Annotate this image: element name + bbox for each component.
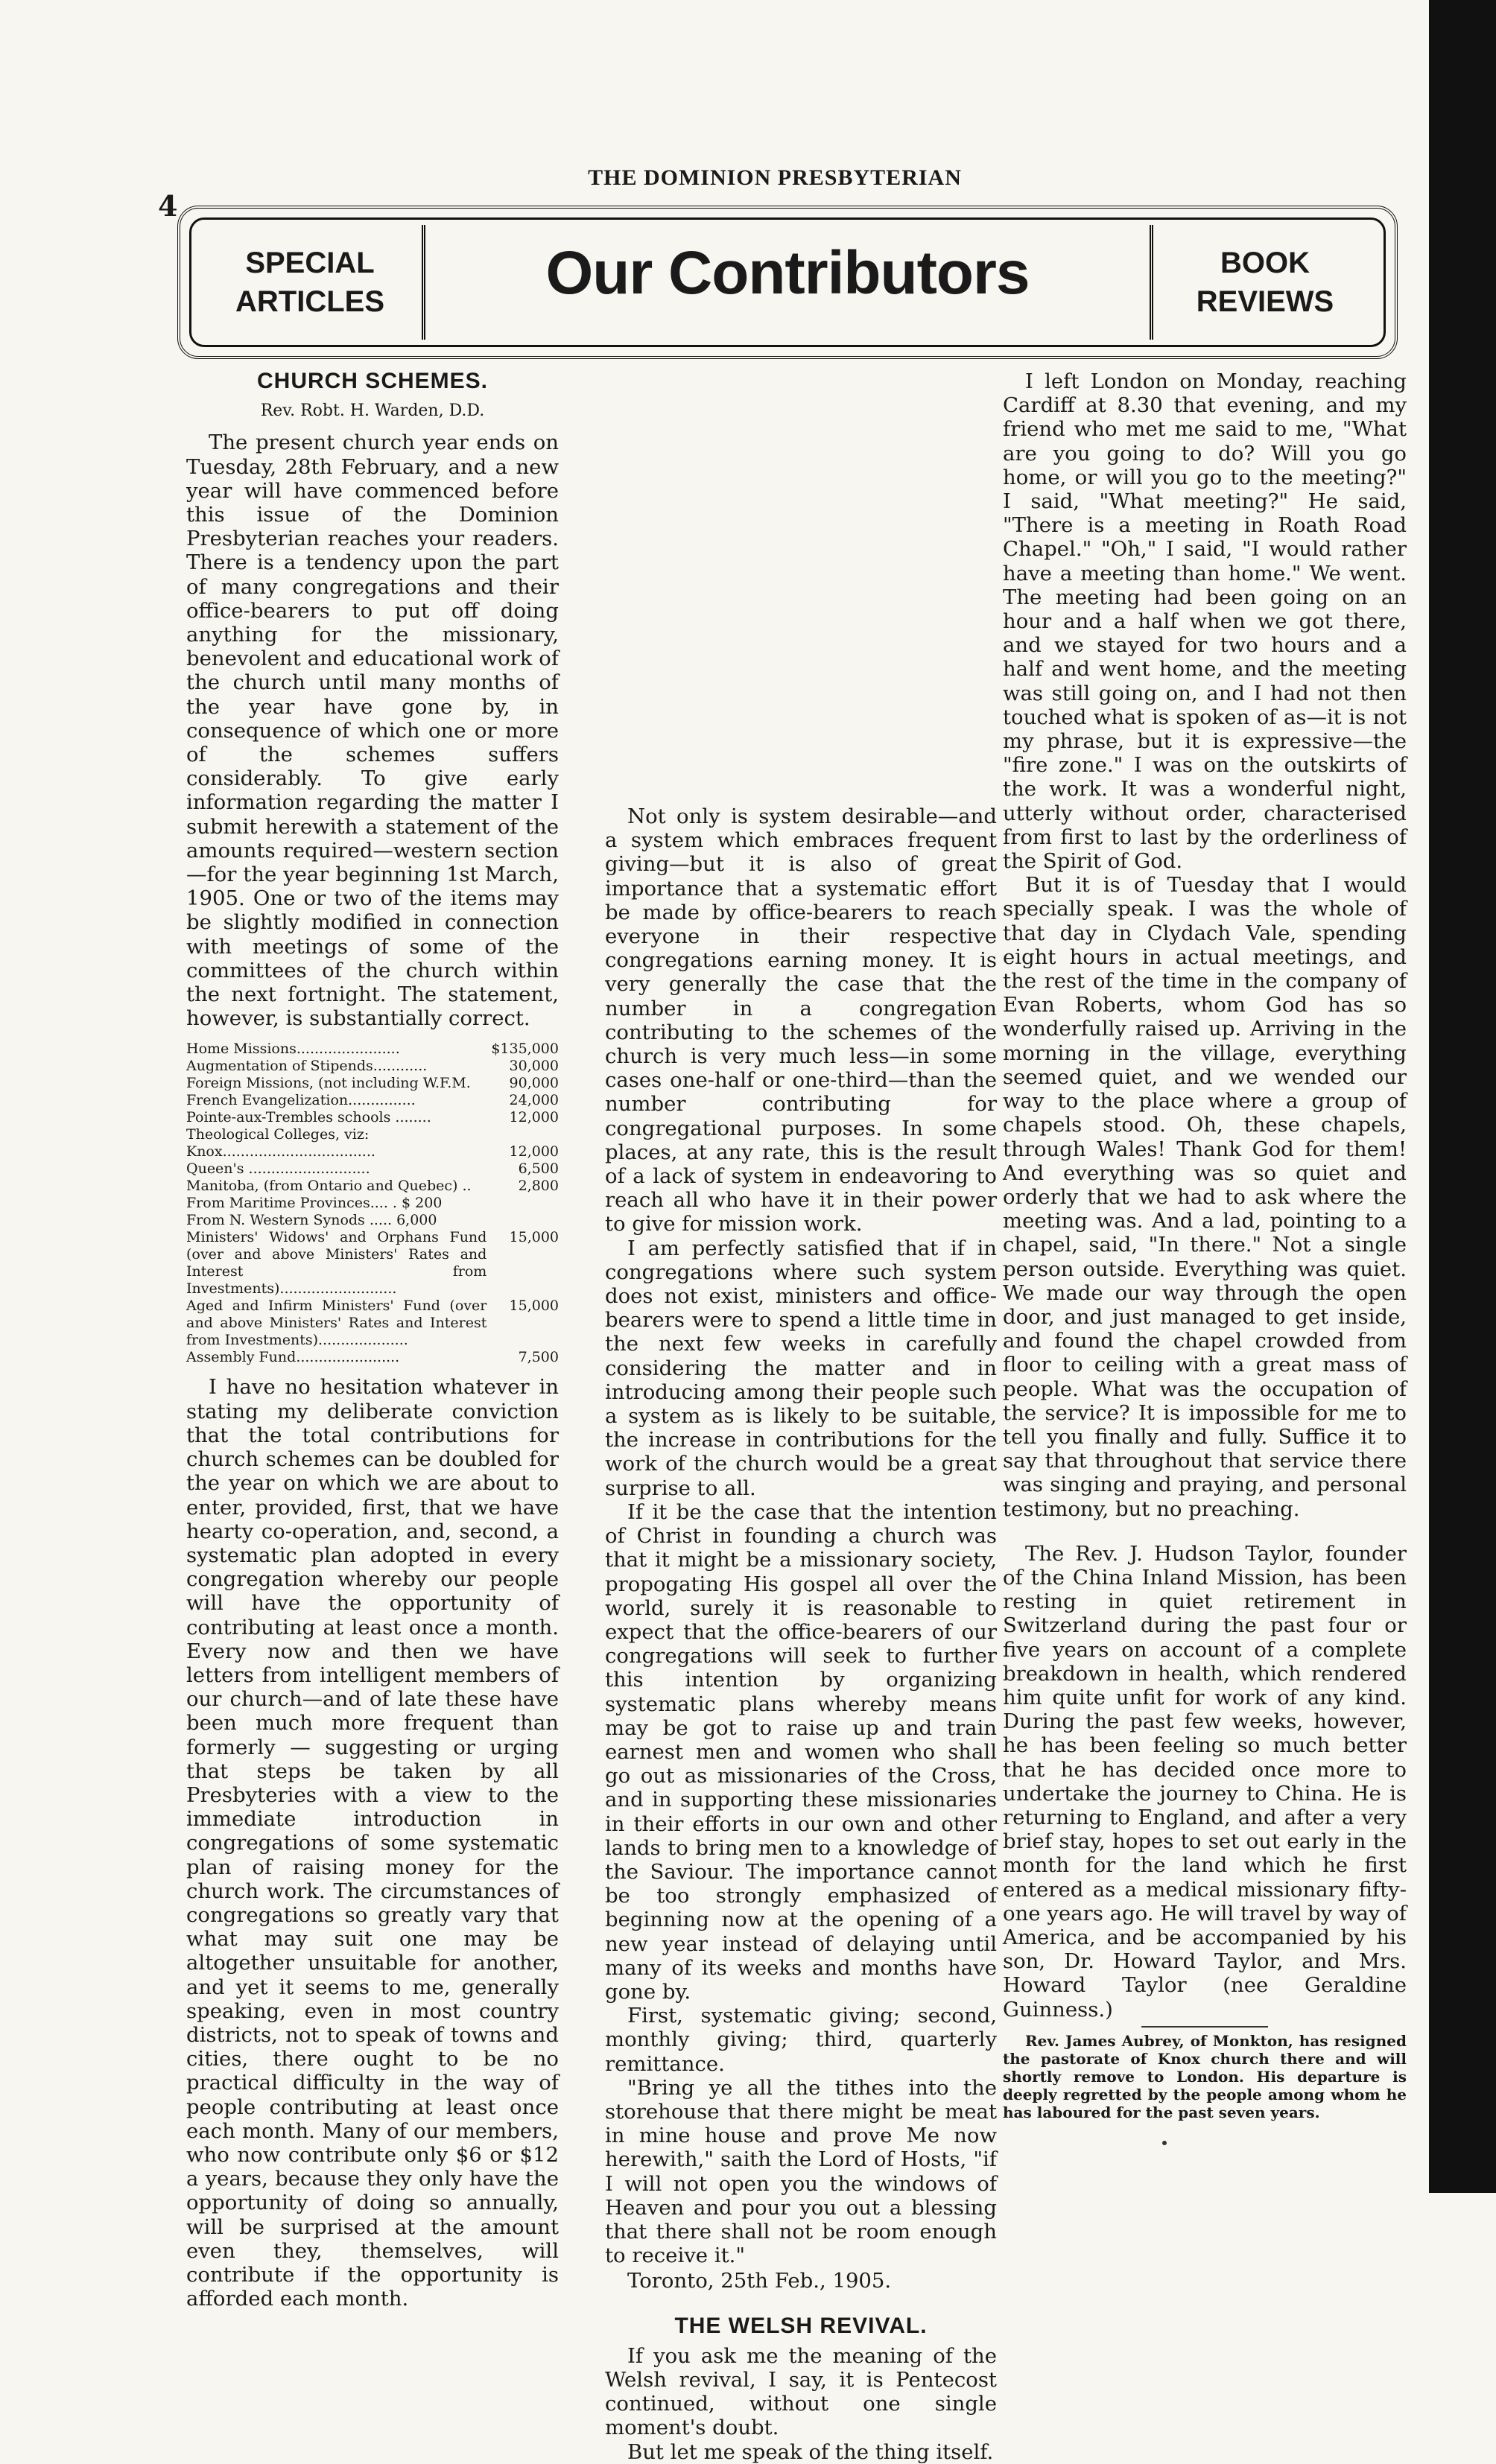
page-number: 4 [158, 189, 178, 223]
fund-label: From N. Western Synods ..... 6,000 [186, 1212, 437, 1229]
church-schemes-para-5: If it be the case that the intention of Christ in founding a church was that it might be a missionary society, propogating His gospel all over the world, surely it is reasonable to expect that the office-bearers of our congregations will seek to further this intention by organizing systematic plans whereby means may be got to raise up and train earnest men and women who shall go out as missionaries of the Cross, and in supporting these missionaries in their efforts in our own and other lands to bring men to a knowledge of the Saviour. The importance cannot be too strongly emphasized of beginning now at the opening of a new year instead of delaying until many of its weeks and months have gone by. [605, 1499, 997, 2004]
church-schemes-dateline: Toronto, 25th Feb., 1905. [627, 2269, 892, 2293]
welsh-revival-para-3: I left London on Monday, reaching Cardiff at 8.30 that evening, and my friend who met me said to me, "What are you going to do? Will you go home, or will you go to the meeting?" I said, "What meeting?" He said, "There is a meeting in Roath Road Chapel." "Oh," I said, "I would rather have a meeting than home." We went. The meeting had been going on an hour and a half when we got there, and we stayed for two hours and a half and went home, and the meeting was still going on, and I had not then touched what is spoken of as—it is not my phrase, but it is expressive—the "fire zone." I was on the outskirts of the work. It was a wonderful night, utterly without order, characterised from first to last by the orderliness of the Spirit of God. [1003, 369, 1407, 874]
fund-amount: 12,000 [509, 1143, 559, 1160]
banner-left-box [198, 225, 425, 340]
fund-amount: 7,500 [518, 1349, 559, 1366]
aubrey-note: Rev. James Aubrey, of Monkton, has resigned the pastorate of Knox church there and will shortly remove to London. His departure is deeply regretted by the people among whom he has laboured for the past seven years. [1003, 2031, 1407, 2121]
fund-amount: 6,500 [518, 1160, 559, 1178]
fund-label: Assembly Fund....................... [186, 1349, 400, 1366]
fund-amount: $135,000 [491, 1041, 559, 1058]
fund-label: Ministers' Widows' and Orphans Fund (over and above Ministers' Rates and Interest from Investments).......................... [186, 1229, 487, 1298]
banner-right-box [1150, 225, 1377, 340]
special-articles-label: SPECIAL ARTICLES [235, 247, 384, 318]
fund-amount: 15,000 [509, 1229, 559, 1246]
fund-label: Foreign Missions, (not including W.F.M. [186, 1075, 471, 1092]
fund-label: Queen's ........................... [186, 1160, 370, 1178]
fund-label: Home Missions....................... [186, 1041, 400, 1058]
fund-amount: 90,000 [509, 1075, 559, 1092]
hudson-taylor-para: The Rev. J. Hudson Taylor, founder of the China Inland Mission, has been resting in quiet retirement in Switzerland during the past four or five years on account of a complete breakdown in health, which rendered him quite unfit for work of any kind. During the past few weeks, however, he has been feeling so much better that he has decided once more to undertake the journey to China. He is returning to England, and after a very brief stay, hopes to set out early in the month for the land which he first entered as a medical missionary fifty-one years ago. He will travel by way of America, and be accompanied by his son, Dr. Howard Taylor, and Mrs. Howard Taylor (nee Geraldine Guinness.) [1003, 1541, 1407, 2022]
fund-label: French Evangelization............... [186, 1092, 416, 1109]
fund-row [186, 1195, 559, 1212]
fund-amount: 24,000 [509, 1092, 559, 1109]
welsh-revival-para-1: If you ask me the meaning of the Welsh revival, I say, it is Pentecost continued, without one single moment's doubt. [605, 2343, 997, 2440]
section-banner [177, 206, 1398, 359]
fund-amount [486, 1195, 559, 1212]
church-schemes-byline: Rev. Robt. H. Warden, D.D. [260, 401, 485, 421]
fund-row [186, 1229, 559, 1298]
fund-amount: 15,000 [509, 1298, 559, 1315]
church-schemes-para-7: "Bring ye all the tithes into the storehouse that there might be meat in mine house and prove Me now herewith," saith the Lord of Hosts, "if I will not open you the windows of Heaven and pour you out a blessing that there shall not be room enough to receive it." [605, 2075, 997, 2268]
column-1 [186, 369, 559, 2311]
welsh-revival-heading: THE WELSH REVIVAL. [674, 2313, 928, 2338]
banner-title: Our Contributors [545, 239, 1030, 307]
church-schemes-para-6: First, systematic giving; second, monthly giving; third, quarterly remittance. [605, 2004, 997, 2076]
scan-dark-edge [1429, 0, 1496, 2193]
fund-label: Theological Colleges, viz: [186, 1126, 370, 1143]
fund-label: Pointe-aux-Trembles schools ........ [186, 1109, 431, 1126]
column-2 [605, 804, 997, 2464]
column-3 [1003, 369, 1407, 2121]
ink-speck [1162, 2141, 1167, 2145]
fund-label: Augmentation of Stipends............ [186, 1058, 428, 1075]
fund-label: Knox.................................. [186, 1143, 375, 1160]
welsh-revival-para-4: But it is of Tuesday that I would specially speak. I was the whole of that day in Clydach Vale, spending eight hours in actual meetings, and the rest of the time in the company of Evan Roberts, whom God has so wonderfully raised up. Arriving in the morning in the village, everything seemed quiet, and we wended our way to the place where a group of chapels stood. Oh, these chapels, through Wales! Thank God for them! And everything was so quiet and orderly that we had to ask where the meeting was. And a lad, pointing to a chapel, said, "In there." Not a single person outside. Everything was quiet. We made our way through the open door, and just managed to get inside, and found the chapel crowded from floor to ceiling with a great mass of people. What was the occupation of the service? It is impossible for me to tell you finally and fully. Suffice it to say that throughout that service there was singing and praying, and personal testimony, but no preaching. [1003, 873, 1407, 1521]
welsh-revival-para-2: But let me speak of the thing itself. [627, 2439, 994, 2464]
fund-row [186, 1075, 559, 1092]
fund-amount: 30,000 [509, 1058, 559, 1075]
church-schemes-para-3: Not only is system desirable—and a system which embraces frequent giving—but it is also of great importance that a systematic effort be made by office-bearers to reach everyone in their respective congregations earning money. It is very generally the case that the number in a congregation contributing to the schemes of the church is very much less—in some cases one-half or one-third—than the number contributing for congregational purposes. In some places, at any rate, this is the result of a lack of system in endeavoring to reach all who have it in their power to give for mission work. [605, 804, 997, 1236]
fund-row [186, 1178, 559, 1195]
church-schemes-para-1: The present church year ends on Tuesday, 28th February, and a new year will have commenced before this issue of the Dominion Presbyterian reaches your readers. There is a tendency upon the part of many congregations and their office-bearers to put off doing anything for the missionary, benevolent and educational work of the church until many months of the year have gone by, in consequence of which one or more of the schemes suffers considerably. To give early information regarding the matter I submit herewith a statement of the amounts required—western section—for the year beginning 1st March, 1905. One or two of the items may be slightly modified in connection with meetings of some of the committees of the church within the next fortnight. The statement, however, is substantially correct. [186, 431, 559, 1031]
fund-row [186, 1349, 559, 1366]
fund-row [186, 1212, 559, 1229]
fund-row [186, 1126, 559, 1143]
church-schemes-heading: CHURCH SCHEMES. [256, 369, 489, 393]
fund-row [186, 1298, 559, 1349]
church-schemes-para-4: I am perfectly satisfied that if in congregations where such system does not exist, ministers and office-bearers were to spend a little time in the next few weeks in carefully considering the matter and in introducing among their people such a system as is likely to be suitable, the increase in contributions for the work of the church would be a great surprise to all. [605, 1236, 997, 1500]
fund-amount: 12,000 [509, 1109, 559, 1126]
running-head: THE DOMINION PRESBYTERIAN [588, 165, 962, 190]
divider-rule [1141, 2026, 1268, 2028]
funds-table [186, 1041, 559, 1366]
fund-amount [486, 1126, 559, 1143]
fund-row [186, 1092, 559, 1109]
fund-row [186, 1058, 559, 1075]
fund-label: Aged and Infirm Ministers' Fund (over and above Ministers' Rates and Interest from Investments).................... [186, 1298, 487, 1349]
book-reviews-label: BOOK REVIEWS [1196, 247, 1334, 318]
fund-amount [486, 1212, 559, 1229]
fund-amount: 2,800 [518, 1178, 559, 1195]
fund-row [186, 1160, 559, 1178]
fund-label: From Maritime Provinces.... . $ 200 [186, 1195, 443, 1212]
fund-row [186, 1109, 559, 1126]
fund-row [186, 1143, 559, 1160]
fund-label: Manitoba, (from Ontario and Quebec) .. [186, 1178, 472, 1195]
fund-row [186, 1041, 559, 1058]
church-schemes-para-2: I have no hesitation whatever in stating my deliberate conviction that the total contributions for church schemes can be doubled for the year on which we are about to enter, provided, first, that we have hearty co-operation, and, second, a systematic plan adopted in every congregation whereby our people will have the opportunity of contributing at least once a month. Every now and then we have letters from intelligent members of our church—and of late these have been much more frequent than formerly — suggesting or urging that steps be taken by all Presbyteries with a view to the immediate introduction in congregations of some systematic plan of raising money for the church work. The circumstances of congregations so greatly vary that what may suit one may be altogether unsuitable for another, and yet it seems to me, generally speaking, even in most country districts, not to speak of towns and cities, there ought to be no practical difficulty in the way of people contributing at least once each month. Many of our members, who now contribute only $6 or $12 a years, because they only have the opportunity of doing so annually, will be surprised at the amount even they, themselves, will contribute if the opportunity is afforded each month. [186, 1375, 559, 2311]
